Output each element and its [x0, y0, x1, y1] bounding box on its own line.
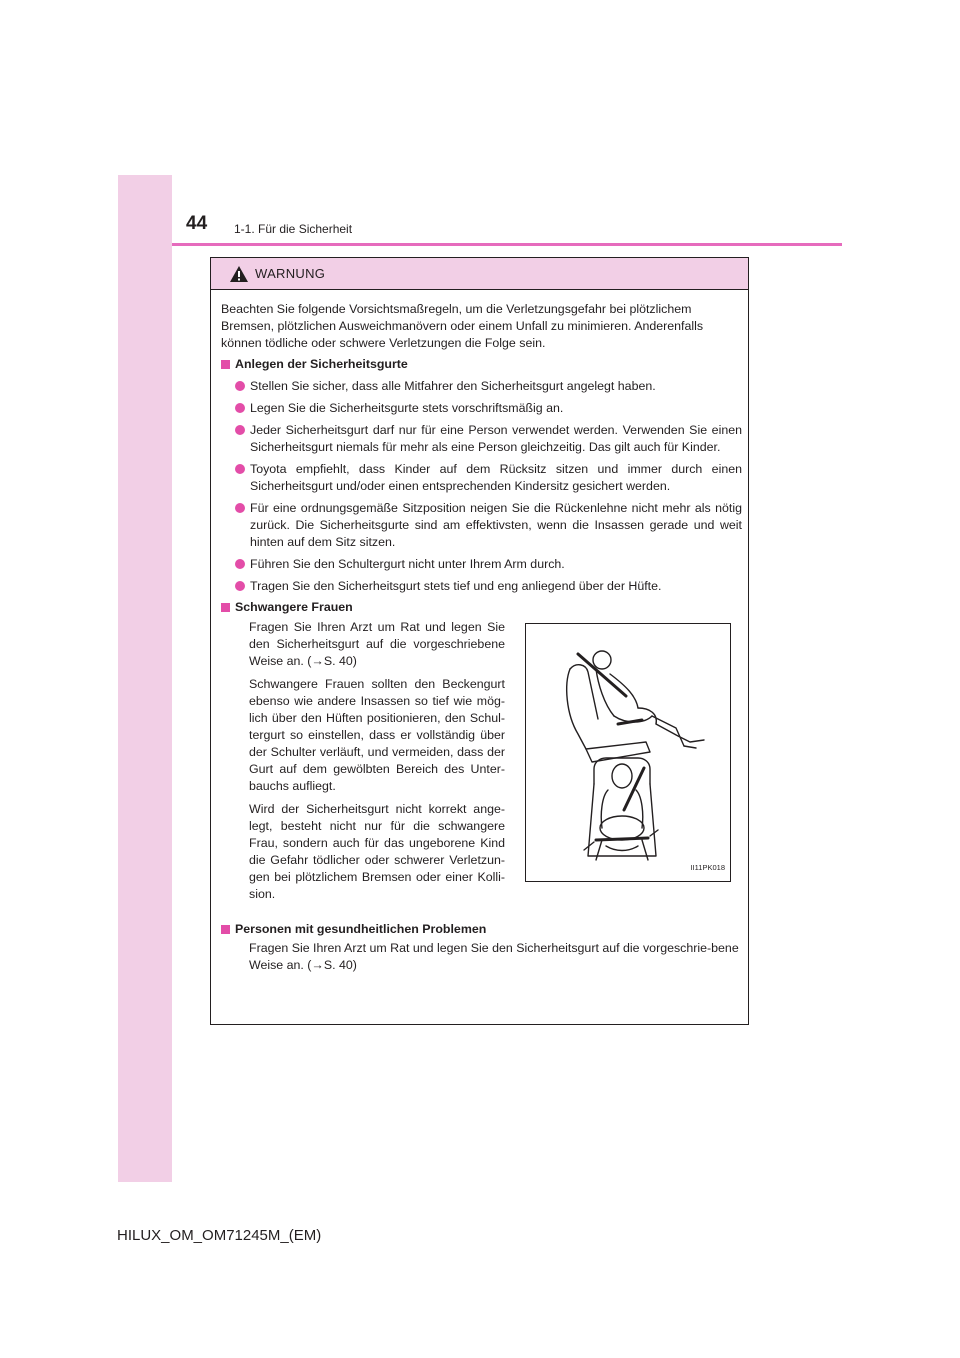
paragraph: Schwangere Frauen sollten den Beckengurt ebenso wie andere Insassen so tief wie mög-lich über den Hüften positionieren, den Schul-tergurt so einstellen, dass er vollständig über der Schulter verläuft, und vermeiden, dass der Gurt auf dem gewölbten Bereich des Unter-bauchs aufliegt.	[249, 677, 505, 793]
bullet-item: Toyota empfiehlt, dass Kinder auf dem Rücksitz sitzen und immer durch einen Sicherheitsgurt und/oder einen entsprechenden Kindersitz gesichert werden.	[235, 461, 742, 495]
warning-intro: Beachten Sie folgende Vorsichtsmaßregeln, um die Verletzungsgefahr bei plötzlichem Bremsen, plötzlichen Ausweichmanövern oder einem Unfall zu minimieren. Anderenfalls können tödliche oder schwere Verletzungen die Folge sein.	[221, 302, 704, 350]
circle-bullet-icon	[235, 425, 245, 435]
section-heading-seatbelt-usage: Anlegen der Sicherheitsgurte	[221, 356, 748, 373]
bullet-item: Legen Sie die Sicherheitsgurte stets vorschriftsmäßig an.	[235, 400, 742, 417]
pregnant-women-text	[249, 619, 505, 909]
warning-header	[211, 258, 748, 290]
circle-bullet-icon	[235, 381, 245, 391]
pregnant-seatbelt-illustration	[525, 623, 731, 882]
circle-bullet-icon	[235, 464, 245, 474]
health-problems-text: Fragen Sie Ihren Arzt um Rat und legen Sie den Sicherheitsgurt auf die vorgeschrie-bene Weise an. (→S. 40)	[249, 941, 739, 972]
bullet-item: Für eine ordnungsgemäße Sitzposition neigen Sie die Rückenlehne nicht mehr als nötig zurück. Die Sicherheitsgurte sind am effektivsten, wenn die Insassen gerade und weit hinten auf dem Sitz sitzen.	[235, 500, 742, 551]
chapter-sidebar-tab	[118, 175, 172, 1182]
section-heading-health-problems: Personen mit gesundheitlichen Problemen	[221, 921, 748, 938]
figure-label: II11PK018	[690, 863, 725, 872]
seatbelt-figure-drawing	[526, 624, 730, 881]
circle-bullet-icon	[235, 503, 245, 513]
document-footer: HILUX_OM_OM71245M_(EM)	[117, 1227, 322, 1244]
warning-title: WARNUNG	[255, 266, 326, 281]
circle-bullet-icon	[235, 403, 245, 413]
square-bullet-icon	[221, 360, 230, 369]
circle-bullet-icon	[235, 559, 245, 569]
warning-content	[211, 301, 748, 974]
bullet-item: Führen Sie den Schultergurt nicht unter Ihrem Arm durch.	[235, 556, 742, 573]
page-number: 44	[186, 213, 208, 234]
section-heading-pregnant-women: Schwangere Frauen	[221, 599, 748, 616]
section-title: 1-1. Für die Sicherheit	[234, 222, 353, 236]
bullet-item: Tragen Sie den Sicherheitsgurt stets tief und eng anliegend über der Hüfte.	[235, 578, 742, 595]
warning-triangle-icon	[229, 265, 249, 283]
square-bullet-icon	[221, 925, 230, 934]
circle-bullet-icon	[235, 581, 245, 591]
paragraph: Wird der Sicherheitsgurt nicht korrekt ange-legt, besteht nicht nur für die schwangere Frau, sondern auch für das ungeborene Kind die Gefahr tödlicher oder schwerer Verletzun-gen bei plötzlichem Bremsen oder einer Kolli-sion.	[249, 802, 505, 901]
header-rule	[172, 243, 842, 246]
paragraph: Fragen Sie Ihren Arzt um Rat und legen Sie den Sicherheitsgurt auf die vorgeschriebene Weise an. (→S. 40)	[249, 620, 505, 668]
pregnant-women-block	[211, 619, 748, 921]
warning-box	[210, 257, 749, 1025]
bullet-item: Stellen Sie sicher, dass alle Mitfahrer den Sicherheitsgurt angelegt haben.	[235, 378, 742, 395]
bullet-item: Jeder Sicherheitsgurt darf nur für eine Person verwendet werden. Verwenden Sie einen Sicherheitsgurt niemals für mehr als eine Person gleichzeitig. Das gilt auch für Kinder.	[235, 422, 742, 456]
square-bullet-icon	[221, 603, 230, 612]
